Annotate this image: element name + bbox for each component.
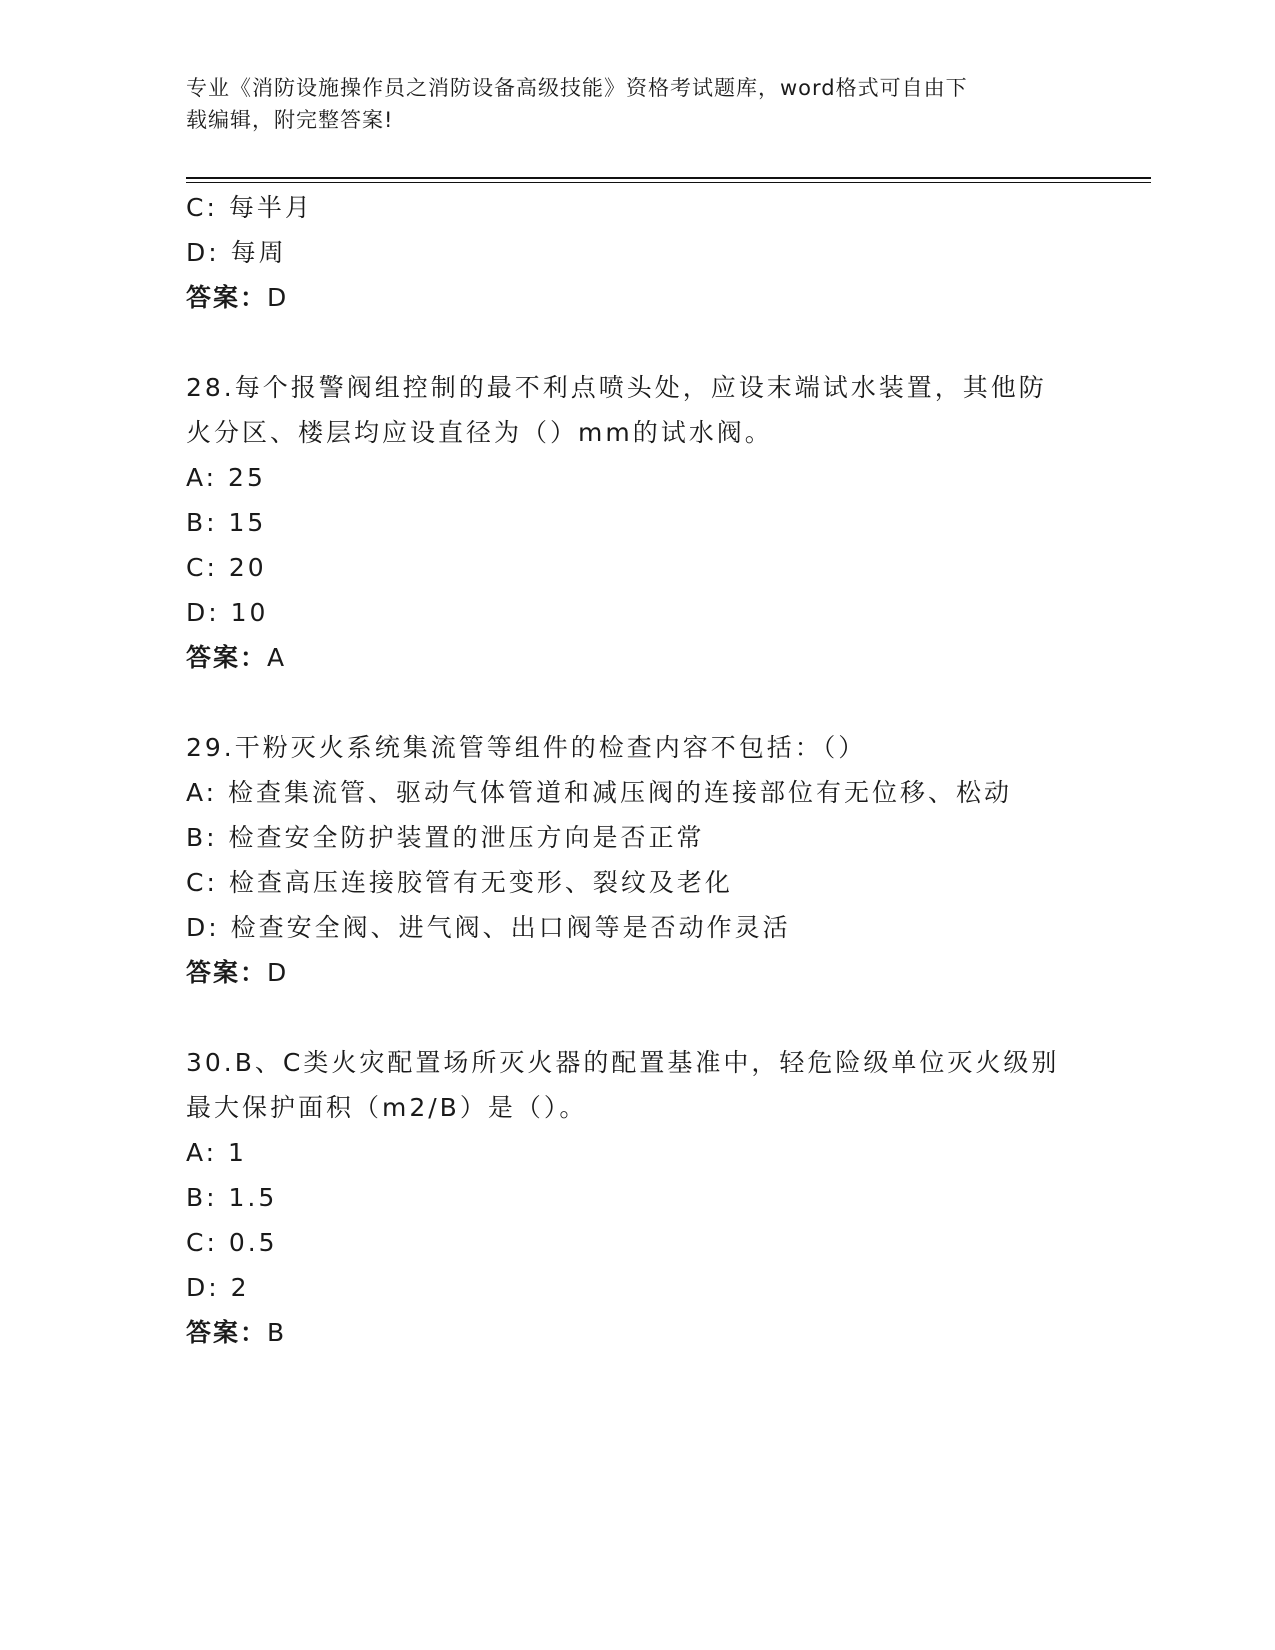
q28-option-d: D: 10 [186, 598, 269, 627]
answer-label: 答案： [186, 958, 268, 987]
q28-option-b: B: 15 [186, 508, 267, 537]
q29-option-b: B: 检查安全防护装置的泄压方向是否正常 [186, 823, 705, 852]
answer-value: D [267, 958, 288, 987]
header-divider-thick [186, 177, 1151, 179]
q28-stem-line-1: 28.每个报警阀组控制的最不利点喷头处，应设末端试水装置，其他防 [186, 373, 1047, 402]
q28-option-c: C: 20 [186, 553, 267, 582]
q30-option-d: D: 2 [186, 1273, 250, 1302]
answer-label: 答案： [186, 1318, 268, 1347]
q29-answer [186, 958, 287, 988]
answer-value: D [267, 283, 288, 312]
answer-label: 答案： [186, 643, 268, 672]
q29-stem-line-1: 29.干粉灭火系统集流管等组件的检查内容不包括：（） [186, 733, 867, 762]
header-line-2: 载编辑，附完整答案! [186, 108, 394, 132]
q27-answer [186, 283, 287, 313]
q30-stem-line-1: 30.B、C类火灾配置场所灭火器的配置基准中，轻危险级单位灭火级别 [186, 1048, 1060, 1077]
document-header [186, 72, 1066, 136]
q30-stem-line-2: 最大保护面积（m2/B）是（）。 [186, 1093, 588, 1122]
q30-answer [186, 1318, 285, 1348]
q29-option-a: A: 检查集流管、驱动气体管道和减压阀的连接部位有无位移、松动 [186, 778, 1013, 807]
answer-value: B [267, 1318, 286, 1347]
q30-option-b: B: 1.5 [186, 1183, 278, 1212]
header-line-1: 专业《消防设施操作员之消防设备高级技能》资格考试题库，word格式可自由下 [186, 76, 968, 100]
q27-option-c: C: 每半月 [186, 193, 313, 222]
q28-stem-line-2: 火分区、楼层均应设直径为（）mm的试水阀。 [186, 418, 773, 447]
header-divider-thin [186, 182, 1151, 183]
q28-option-a: A: 25 [186, 463, 266, 492]
q27-option-d: D: 每周 [186, 238, 287, 267]
answer-value: A [267, 643, 286, 672]
q30-option-a: A: 1 [186, 1138, 247, 1167]
q29-option-d: D: 检查安全阀、进气阀、出口阀等是否动作灵活 [186, 913, 791, 942]
q30-option-c: C: 0.5 [186, 1228, 278, 1257]
q29-option-c: C: 检查高压连接胶管有无变形、裂纹及老化 [186, 868, 733, 897]
q28-answer [186, 643, 285, 673]
answer-label: 答案： [186, 283, 268, 312]
